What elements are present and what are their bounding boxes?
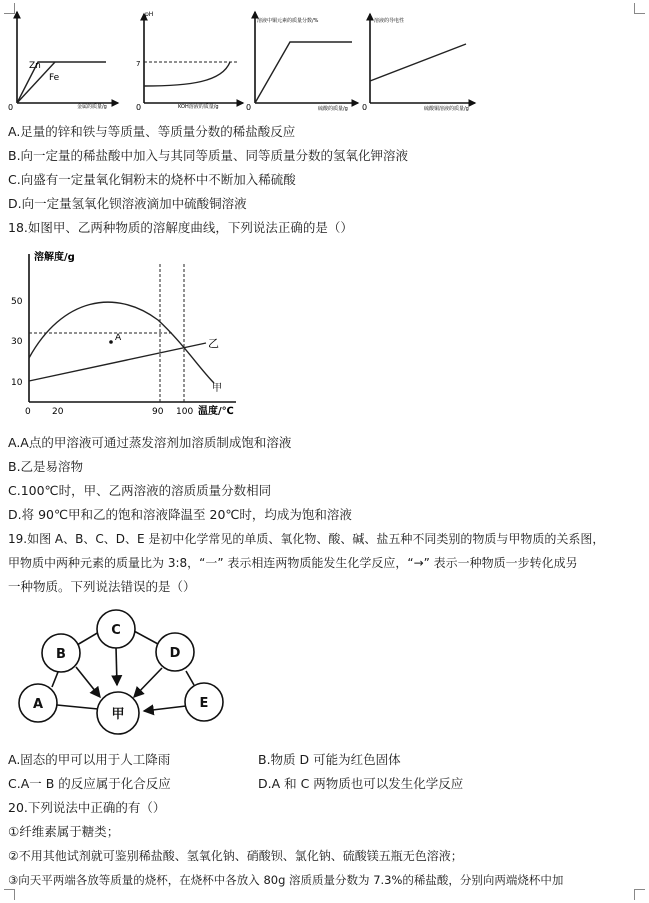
ytick-10: 10	[11, 378, 23, 388]
label-yi: 乙	[208, 337, 219, 350]
ytick-30: 30	[11, 337, 23, 347]
graph-b-ph	[136, 11, 243, 112]
node-a-label: A	[32, 697, 44, 712]
graph-c-ylabel: 溶液中铜元素的质量分数/%	[257, 18, 319, 24]
graph-d-origin: 0	[362, 103, 368, 112]
graph-c-xlabel: 硫酸的质量/g	[318, 106, 348, 112]
node-d-label: D	[169, 646, 181, 661]
link-c-d	[134, 631, 158, 644]
link-a-b	[52, 672, 58, 687]
graph-d-ylabel: 溶液的导电性	[374, 18, 405, 24]
fe-label: Fe	[49, 73, 60, 83]
point-a	[109, 340, 113, 344]
corner-mark-bottom-right	[634, 889, 645, 900]
xtick-20: 20	[52, 407, 64, 417]
label-jia: 甲	[212, 383, 222, 394]
graph-b-origin: 0	[136, 103, 142, 112]
xtick-0: 0	[25, 407, 31, 417]
graph-b-ylabel: pH	[145, 11, 154, 18]
curve-yi	[29, 343, 206, 381]
link-a-jia	[57, 705, 98, 709]
q18-option-c: C.100℃时，甲、乙两溶液的溶质质量分数相同	[8, 483, 272, 498]
ph-curve	[144, 62, 230, 86]
q19-stem-line-1: 19.如图 A、B、C、D、E 是初中化学常见的单质、氧化物、酸、碱、盐五种不同类别的物质与甲物质的关系图，	[8, 532, 605, 546]
arrow-e-jia	[144, 706, 186, 711]
q20-item-2: ②不用其他试剂就可鉴别稀盐酸、氢氧化钠、硝酸钡、氯化钠、硫酸镁五瓶无色溶液；	[8, 849, 463, 863]
link-d-e	[186, 671, 194, 685]
xtick-90: 90	[152, 407, 164, 417]
q19-stem-line-3: 一种物质。下列说法错误的是（）	[8, 579, 196, 594]
xtick-100: 100	[176, 407, 194, 417]
copper-line	[255, 42, 352, 103]
arrow-d-jia	[134, 668, 162, 697]
q19-relation-diagram	[0, 605, 260, 750]
node-b-label: B	[56, 647, 66, 662]
temperature-xlabel: 温度/℃	[198, 406, 234, 417]
arrow-b-jia	[76, 667, 100, 697]
q17-option-d: D.向一定量氢氧化钡溶液滴加中硫酸铜溶液	[8, 196, 247, 211]
zn-label: Zn	[29, 61, 41, 71]
ytick-50: 50	[11, 297, 23, 307]
graph-d-conductivity	[362, 14, 475, 112]
q19-option-b: B.物质 D 可能为红色固体	[258, 752, 401, 767]
graph-a-xlabel: 金属的质量/g	[77, 104, 107, 110]
conductivity-line	[370, 44, 466, 81]
graph-a-zn-fe	[8, 12, 118, 112]
corner-mark-bottom-left	[4, 889, 15, 900]
q18-option-d: D.将 90℃甲和乙的饱和溶液降温至 20℃时，均成为饱和溶液	[8, 507, 352, 522]
q19-option-c: C.A一 B 的反应属于化合反应	[8, 776, 171, 791]
q19-stem-line-2: 甲物质中两种元素的质量比为 3:8，“一” 表示相连两物质能发生化学反应，“→” 表示一种物质一步转化成另	[8, 556, 578, 570]
q17-option-c: C.向盛有一定量氧化铜粉末的烧杯中不断加入稀硫酸	[8, 172, 296, 187]
curve-jia	[29, 302, 214, 383]
q17-option-a: A.足量的锌和铁与等质量、等质量分数的稀盐酸反应	[8, 124, 296, 139]
q20-item-1: ①纤维素属于糖类；	[8, 824, 120, 839]
graph-d-xlabel: 硫酸铜溶液的质量/g	[424, 106, 469, 112]
solubility-ylabel: 溶解度/g	[34, 252, 75, 263]
q18-stem: 18.如图甲、乙两种物质的溶解度曲线，下列说法正确的是（）	[8, 220, 353, 235]
arrow-c-jia	[116, 647, 117, 685]
q17-graphs	[0, 0, 649, 125]
graph-b-xlabel: KOH溶液的质量/g	[178, 104, 219, 110]
q18-option-b: B.乙是易溶物	[8, 459, 84, 474]
graph-a-origin: 0	[8, 103, 14, 112]
link-b-c	[77, 632, 99, 645]
graph-c-copper	[246, 12, 358, 112]
node-e-label: E	[199, 696, 209, 711]
q19-option-a: A.固态的甲可以用于人工降雨	[8, 752, 171, 767]
graph-b-tick-7: 7	[136, 60, 141, 68]
q17-option-b: B.向一定量的稀盐酸中加入与其同等质量、同等质量分数的氢氧化钾溶液	[8, 148, 409, 163]
node-c-label: C	[111, 623, 121, 638]
q18-solubility-chart	[0, 244, 260, 424]
node-jia-label: 甲	[111, 707, 125, 722]
graph-c-origin: 0	[246, 103, 252, 112]
point-a-label: A	[115, 333, 122, 343]
q19-option-d: D.A 和 C 两物质也可以发生化学反应	[258, 776, 464, 791]
q18-option-a: A.A点的甲溶液可通过蒸发溶剂加溶质制成饱和溶液	[8, 435, 292, 450]
q20-stem: 20.下列说法中正确的有（）	[8, 800, 166, 815]
q20-item-3: ③向天平两端各放等质量的烧杯，在烧杯中各放入 80g 溶质质量分数为 7.3%的稀盐酸，分别向两端烧杯中加	[8, 873, 564, 887]
